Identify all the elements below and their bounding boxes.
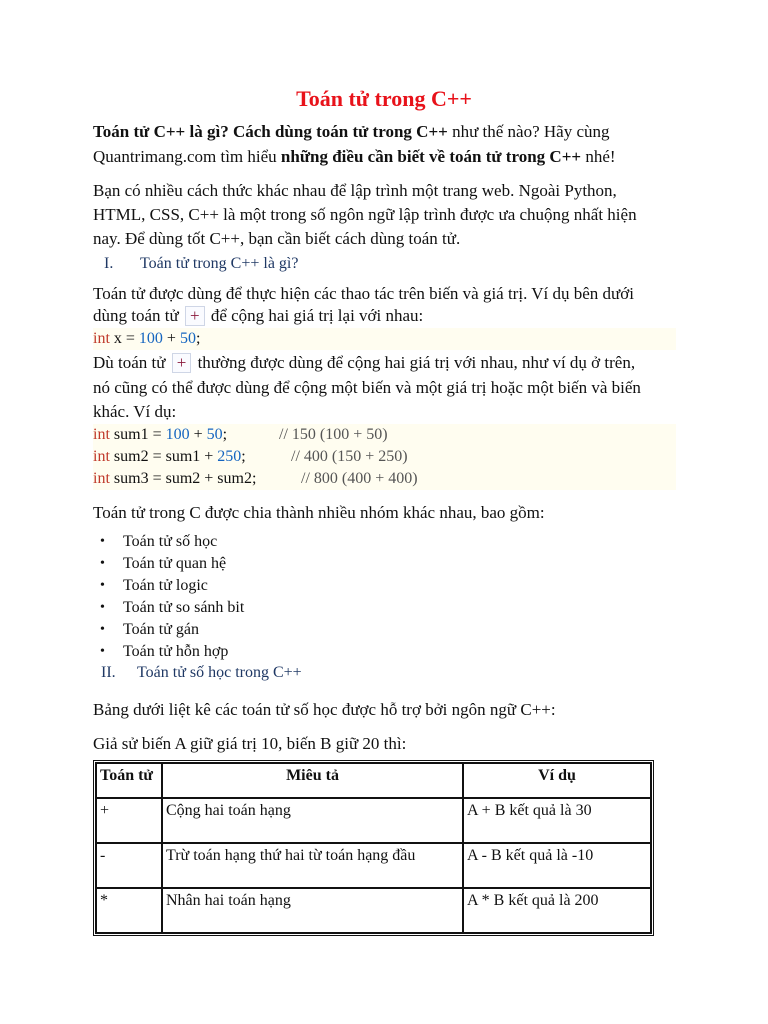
code-number: 100 [165,426,190,443]
table-header: Ví dụ [463,763,651,798]
code-comment: // 150 (100 + 50) [279,426,388,443]
code-text: sum1 = [109,426,166,443]
code-comment: // 400 (150 + 250) [291,448,408,465]
code-line-sum1 [93,424,676,446]
code-number: 50 [206,426,223,443]
code-keyword: int [93,426,110,443]
list-item: • Toán tử quan hệ [93,553,244,575]
table-row [96,798,651,843]
section-heading-2 [101,664,302,682]
heading-text: Toán tử trong C++ là gì? [140,255,299,272]
code-number: 50 [179,330,196,347]
intro-site: Quantrimang.com tìm hiểu [93,147,281,166]
table-header-row [96,763,651,798]
code-number: 250 [217,448,242,465]
para2-text-a: dùng toán tử [93,306,183,325]
intro-line-2 [93,145,616,169]
code-keyword: int [93,330,110,347]
code-text: + [162,330,180,347]
intro-line-1 [93,120,610,144]
table-cell: - [96,843,162,888]
table-cell: Cộng hai toán hạng [162,798,463,843]
code-line-sum3 [93,468,676,490]
code-comment: // 800 (400 + 400) [301,470,418,487]
code-text: sum2 = sum1 + [109,448,218,465]
code-text: x = [109,330,139,347]
table-cell: Trừ toán hạng thứ hai từ toán hạng đầu [162,843,463,888]
code-block-1 [93,328,676,350]
code-text: ; [195,330,201,347]
heading-number: I. [104,255,114,272]
para6: Giả sử biến A giữ giá trị 10, biến B giữ 20 thì: [93,734,407,753]
table-cell: Nhân hai toán hạng [162,888,463,933]
plus-operator: + [172,353,192,373]
list-item: • Toán tử số học [93,531,244,553]
operator-group-list [93,531,244,663]
code-keyword: int [93,448,110,465]
code-keyword: int [93,470,110,487]
list-item: • Toán tử hỗn hợp [93,641,244,663]
code-number: 100 [138,330,163,347]
code-text: ; [222,426,228,443]
list-item: • Toán tử logic [93,575,244,597]
code-text: ; [241,448,246,465]
para3-line-2: nó cũng có thể được dùng để cộng một biến và một giá trị hoặc một biến và biến [93,378,641,397]
table-cell: A * B kết quả là 200 [463,888,651,933]
heading-text: Toán tử số học trong C++ [137,664,302,681]
para1-line-3: nay. Để dùng tốt C++, bạn cần biết cách dùng toán tử. [93,229,461,248]
page-title: Toán tử trong C++ [296,86,472,111]
intro-end: nhé! [581,147,616,166]
code-line-sum2 [93,446,676,468]
para1-line-1: Bạn có nhiều cách thức khác nhau để lập trình một trang web. Ngoài Python, [93,181,617,200]
para3-text-b: thường được dùng để cộng hai giá trị với nhau, như ví dụ ở trên, [193,353,636,372]
para5: Bảng dưới liệt kê các toán tử số học được hỗ trợ bởi ngôn ngữ C++: [93,700,556,719]
para4: Toán tử trong C được chia thành nhiều nhóm khác nhau, bao gồm: [93,503,545,522]
operators-table [93,760,654,936]
table-cell: A + B kết quả là 30 [463,798,651,843]
para3-text-a: Dù toán tử [93,353,170,372]
table-cell: A - B kết quả là -10 [463,843,651,888]
plus-operator: + [185,306,205,326]
section-heading-1 [104,255,298,273]
para2-text-b: để cộng hai giá trị lại với nhau: [206,306,424,325]
table-row [96,843,651,888]
heading-number: II. [101,664,116,681]
para3-line-1 [93,351,635,375]
intro-bold: những điều cần biết về toán tử trong C++ [280,147,582,166]
para2-line-2 [93,304,423,328]
list-item: • Toán tử gán [93,619,244,641]
para1-line-2: HTML, CSS, C++ là một trong số ngôn ngữ lập trình được ưa chuộng nhất hiện [93,205,637,224]
list-item: • Toán tử so sánh bit [93,597,244,619]
intro-question: Toán tử C++ là gì? Cách dùng toán tử trong C++ [93,122,448,141]
table-header: Toán tử [96,763,162,798]
para3-line-3: khác. Ví dụ: [93,402,177,421]
table-cell: * [96,888,162,933]
code-text: sum3 = sum2 + sum2; [109,470,257,487]
para2-line-1: Toán tử được dùng để thực hiện các thao tác trên biến và giá trị. Ví dụ bên dưới [93,284,634,303]
table-header: Miêu tả [162,763,463,798]
intro-text: như thế nào? Hãy cùng [447,122,610,141]
table-row [96,888,651,933]
code-text: + [189,426,207,443]
table-cell: + [96,798,162,843]
